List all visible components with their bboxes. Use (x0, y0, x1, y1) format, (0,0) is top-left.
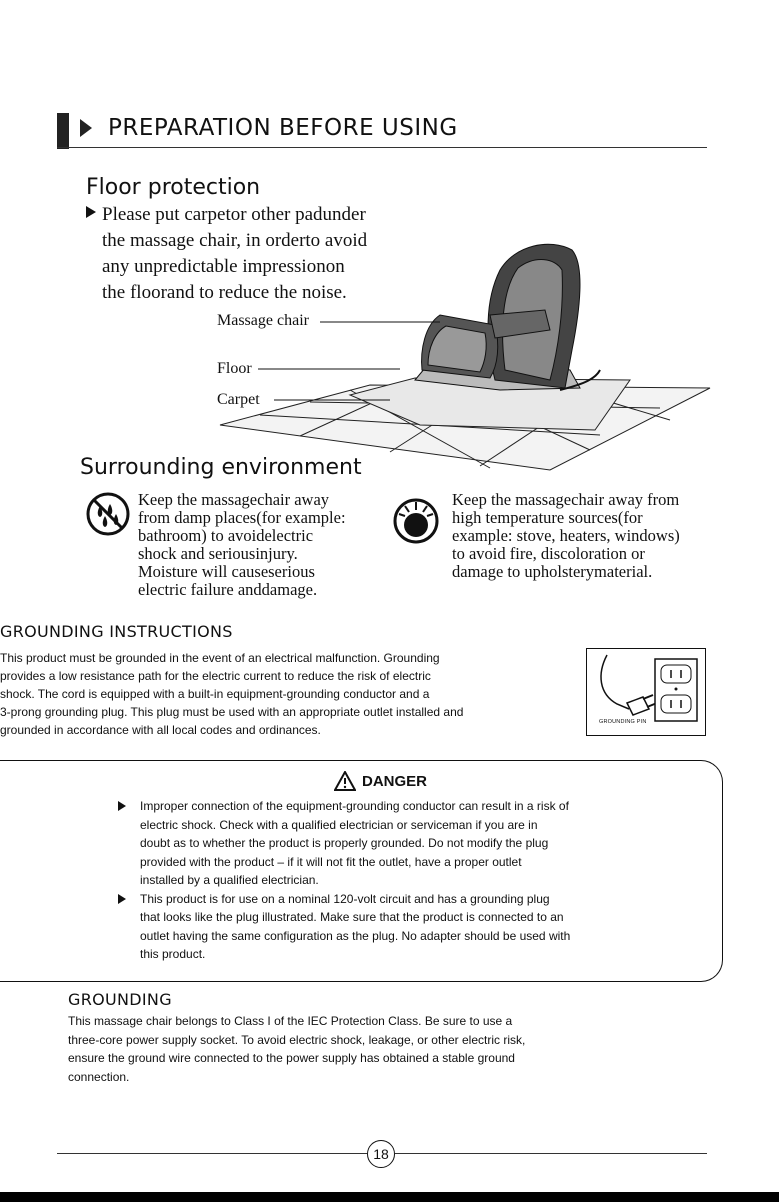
danger-line: provided with the product – if it will not fit the outlet, have a proper outlet (140, 854, 522, 869)
env-line: example: stove, heaters, windows) (452, 526, 680, 545)
danger-item (118, 890, 678, 964)
grounding-line: This massage chair belongs to Class I of the IEC Protection Class. Be sure to use a (68, 1014, 513, 1028)
page-title: PREPARATION BEFORE USING (108, 115, 458, 141)
env-line: Keep the massagechair away from (452, 490, 680, 509)
grounding-instructions-heading: GROUNDING INSTRUCTIONS (0, 622, 233, 641)
danger-line: installed by a qualified electrician. (140, 873, 319, 887)
danger-line: this product. (140, 947, 206, 961)
environment-heading: Surrounding environment (80, 455, 362, 480)
grounding-line: connection. (68, 1069, 130, 1084)
grounding-plug-figure (586, 648, 706, 736)
page-number: 18 (367, 1140, 395, 1168)
no-heat-icon (393, 498, 439, 544)
header-bar-icon (57, 113, 69, 149)
danger-line: doubt as to whether the product is properly grounded. Do not modify the plug (140, 836, 549, 850)
bullet-arrow-icon (118, 801, 126, 811)
danger-line: This product is for use on a nominal 120-volt circuit and has a grounding plug (140, 891, 550, 906)
massage-chair-illustration (200, 230, 720, 475)
scan-bottom-edge (0, 1192, 779, 1202)
warning-triangle-icon (334, 771, 356, 791)
env-line: from damp places(for example: (138, 508, 346, 527)
danger-text (118, 797, 678, 964)
grounding-line: three-core power supply socket. To avoid electric shock, leakage, or other electric risk, (68, 1032, 526, 1047)
danger-heading (334, 771, 427, 791)
env-line: shock and seriousinjury. (138, 544, 298, 563)
gi-line: provides a low resistance path for the electric current to reduce the risk of electric (0, 669, 431, 683)
env-line: Keep the massagechair away (138, 490, 330, 509)
footer-rule-right (395, 1153, 707, 1154)
bullet-arrow-icon (86, 206, 96, 218)
label-massage-chair: Massage chair (217, 312, 309, 329)
grounding-instructions-text (0, 649, 580, 739)
floor-line: the massage chair, in orderto avoid (102, 230, 368, 251)
gi-line: shock. The cord is equipped with a built-in equipment-grounding conductor and a (0, 687, 430, 701)
env-line: damage to upholsterymaterial. (452, 562, 653, 581)
env-line: Moisture will causeserious (138, 562, 315, 581)
label-floor: Floor (217, 360, 252, 377)
danger-line: electric shock. Check with a qualified electrician or serviceman if you are in (140, 817, 538, 832)
grounding-text (68, 1012, 628, 1086)
label-carpet: Carpet (217, 391, 260, 408)
gi-line: 3-prong grounding plug. This plug must be used with an appropriate outlet installed and (0, 705, 464, 719)
grounding-pin-label: GROUNDING PIN (599, 719, 647, 725)
danger-heading-text: DANGER (362, 772, 428, 790)
gi-line: grounded in accordance with all local codes and ordinances. (0, 723, 321, 737)
gi-line: This product must be grounded in the event of an electrical malfunction. Grounding (0, 651, 440, 665)
no-water-icon (86, 492, 130, 536)
env-line: electric failure anddamage. (138, 580, 318, 599)
grounding-line: ensure the ground wire connected to the power supply has obtained a stable ground (68, 1051, 515, 1065)
danger-item (118, 797, 678, 890)
danger-line: that looks like the plug illustrated. Make sure that the product is connected to an (140, 910, 564, 924)
floor-line: Please put carpetor other padunder (102, 204, 366, 225)
floor-line: the floorand to reduce the noise. (102, 282, 347, 303)
danger-line: Improper connection of the equipment-grounding conductor can result in a risk of (140, 799, 569, 813)
grounding-heading: GROUNDING (68, 990, 172, 1009)
environment-right-text (452, 491, 680, 581)
header-rule (57, 147, 707, 148)
header-arrow-icon (80, 119, 92, 137)
environment-left-text (138, 491, 346, 599)
env-line: bathroom) to avoidelectric (138, 526, 314, 545)
danger-line: outlet having the same configuration as the plug. No adapter should be used with (140, 928, 571, 943)
env-line: high temperature sources(for (452, 508, 643, 527)
floor-heading: Floor protection (86, 175, 261, 200)
footer-rule-left (57, 1153, 367, 1154)
bullet-arrow-icon (118, 894, 126, 904)
floor-line: any unpredictable impressionon (102, 256, 345, 277)
env-line: to avoid fire, discoloration or (452, 544, 645, 563)
